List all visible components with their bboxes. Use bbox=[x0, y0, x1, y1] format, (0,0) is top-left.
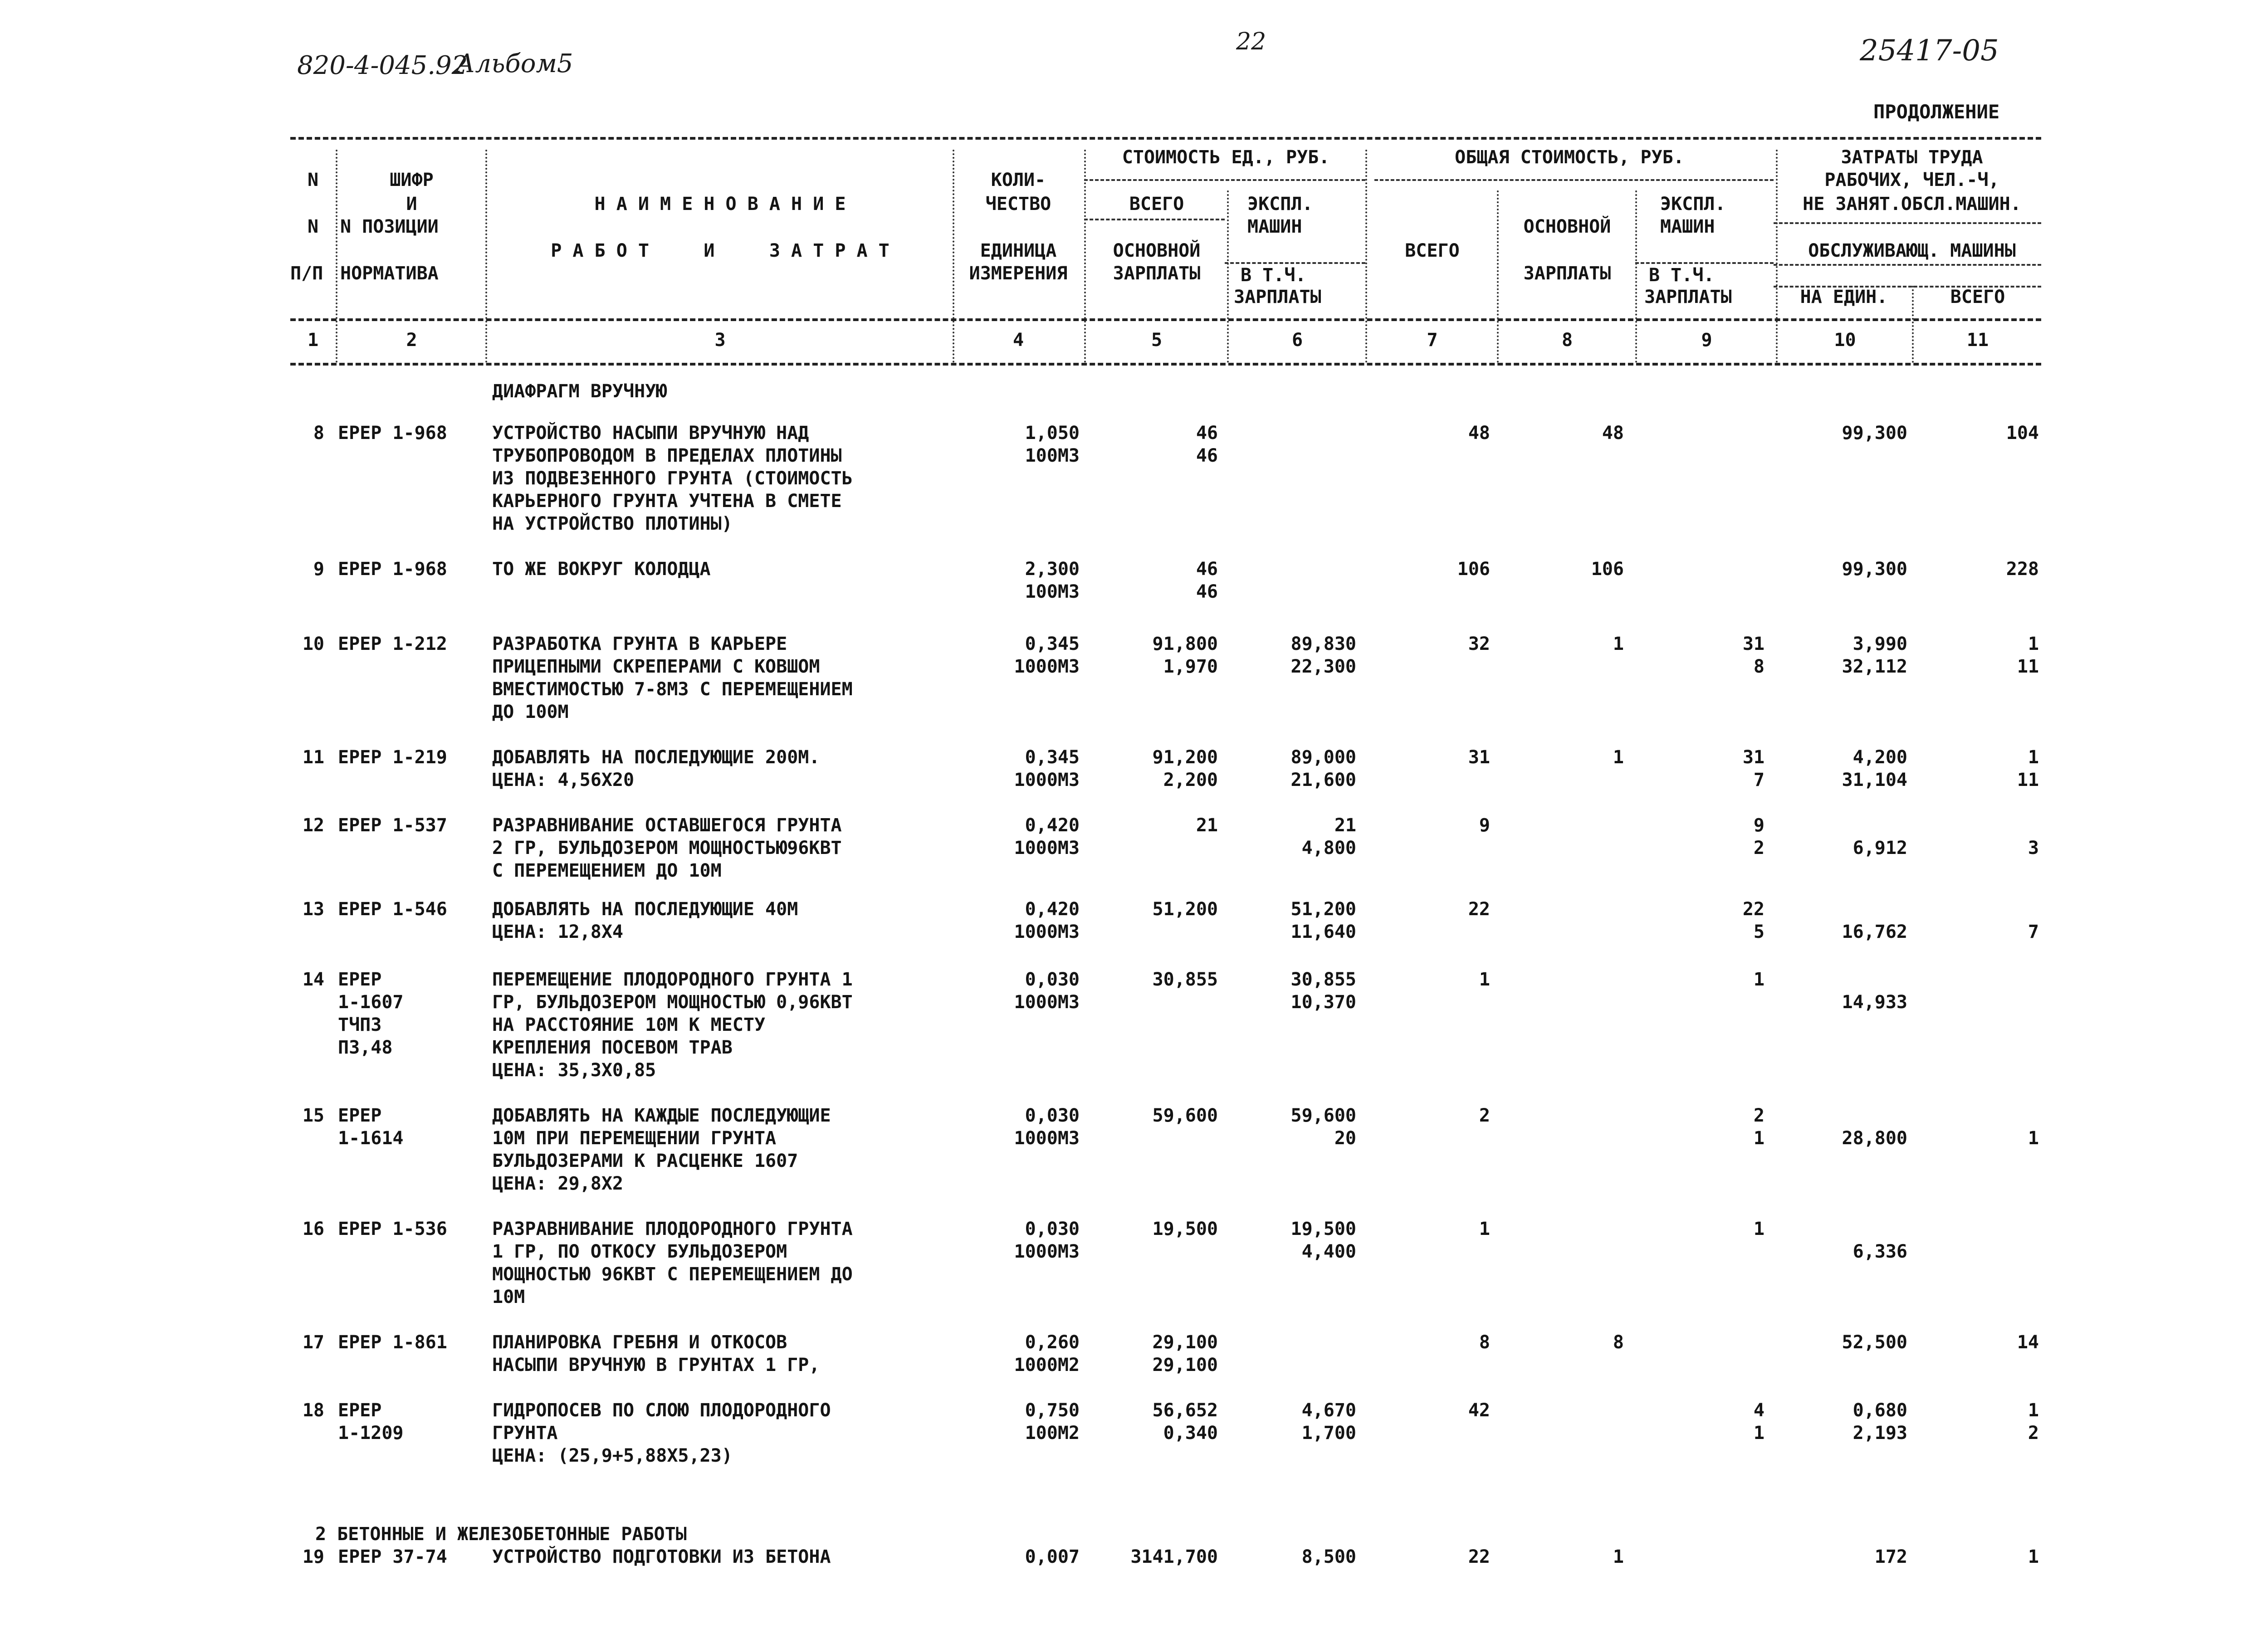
row-code: ЕРЕР 1-537 bbox=[338, 815, 447, 836]
header-labor-line: ОБСЛУЖИВАЮЩ. МАШИНЫ bbox=[1808, 240, 2016, 261]
last-row-name: УСТРОЙСТВО ПОДГОТОВКИ ИЗ БЕТОНА bbox=[492, 1546, 831, 1567]
labor-total: 11 bbox=[2017, 770, 2039, 790]
header-col7: ВСЕГО bbox=[1405, 240, 1460, 261]
row-name-line: ЦЕНА: 35,3X0,85 bbox=[492, 1060, 656, 1081]
total-cost: 22 bbox=[1468, 899, 1490, 920]
row-name-line: КРЕПЛЕНИЯ ПОСЕВОМ ТРАВ bbox=[492, 1037, 733, 1058]
row-number: 14 bbox=[302, 969, 324, 990]
total-wages: 106 bbox=[1591, 559, 1624, 580]
total-cost-machines: 2 bbox=[1753, 838, 1765, 858]
header-col5-line: ЗАРПЛАТЫ bbox=[1113, 263, 1201, 284]
unit-of-measure: 100М3 bbox=[1025, 581, 1080, 602]
unit-cost-total: 59,600 bbox=[1152, 1105, 1218, 1126]
unit-cost-machines: 89,830 bbox=[1290, 634, 1356, 654]
total-cost: 1 bbox=[1479, 969, 1490, 990]
total-cost-machines: 2 bbox=[1753, 1105, 1765, 1126]
column-number: 4 bbox=[1012, 330, 1024, 351]
unit-cost-total: 29,100 bbox=[1152, 1332, 1218, 1353]
document-number: 25417-05 bbox=[1860, 34, 1999, 68]
labor-per-unit: 31,104 bbox=[1842, 770, 1907, 790]
unit-of-measure: 100М3 bbox=[1025, 445, 1080, 466]
row-name-line: ДОБАВЛЯТЬ НА ПОСЛЕДУЮЩИЕ 40М bbox=[492, 899, 798, 920]
row-name-line: ЦЕНА: (25,9+5,88X5,23) bbox=[492, 1445, 733, 1466]
column-number: 11 bbox=[1966, 330, 1989, 351]
row-name-line: БУЛЬДОЗЕРАМИ К РАСЦЕНКЕ 1607 bbox=[492, 1151, 798, 1171]
total-cost-machines: 4 bbox=[1753, 1400, 1765, 1421]
labor-total: 14 bbox=[2017, 1332, 2039, 1353]
row-name-line: МОЩНОСТЬЮ 96КВТ С ПЕРЕМЕЩЕНИЕМ ДО bbox=[492, 1264, 853, 1285]
header-col6-line: МАШИН bbox=[1247, 216, 1302, 237]
unit-of-measure: 100М2 bbox=[1025, 1423, 1080, 1444]
unit-cost-machines: 20 bbox=[1334, 1128, 1356, 1149]
header-col4-line: ЧЕСТВО bbox=[985, 194, 1051, 215]
labor-total: 2 bbox=[2028, 1423, 2039, 1444]
labor-per-unit: 52,500 bbox=[1842, 1332, 1907, 1353]
quantity: 0,030 bbox=[1025, 1219, 1080, 1239]
labor-total: 3 bbox=[2028, 838, 2039, 858]
header-col1-line: N bbox=[307, 216, 319, 237]
header-col8-line: ОСНОВНОЙ bbox=[1523, 216, 1611, 237]
unit-cost-machines: 59,600 bbox=[1290, 1105, 1356, 1126]
column-separator bbox=[1635, 190, 1637, 363]
row-name-line: ПЛАНИРОВКА ГРЕБНЯ И ОТКОСОВ bbox=[492, 1332, 787, 1353]
quantity: 0,345 bbox=[1025, 634, 1080, 654]
unit-of-measure: 1000М3 bbox=[1014, 1241, 1080, 1262]
unit-cost-machines: 51,200 bbox=[1290, 899, 1356, 920]
quantity: 2,300 bbox=[1025, 559, 1080, 580]
labor-total: 104 bbox=[2006, 423, 2039, 444]
row-name-line: ИЗ ПОДВЕЗЕННОГО ГРУНТА (СТОИМОСТЬ bbox=[492, 468, 853, 489]
unit-cost-machines: 11,640 bbox=[1290, 922, 1356, 942]
page-number: 22 bbox=[1236, 28, 1266, 55]
unit-cost-total: 29,100 bbox=[1152, 1355, 1218, 1375]
column-separator bbox=[1227, 190, 1229, 363]
labor-per-unit: 0,680 bbox=[1853, 1400, 1907, 1421]
last-row-labor-total: 1 bbox=[2028, 1546, 2039, 1567]
unit-of-measure: 1000М3 bbox=[1014, 656, 1080, 677]
row-name-line: ТО ЖЕ ВОКРУГ КОЛОДЦА bbox=[492, 559, 711, 580]
row-code: 1-1614 bbox=[338, 1128, 404, 1149]
row-code: ЕРЕР 1-212 bbox=[338, 634, 447, 654]
col5-sub-rule bbox=[1084, 219, 1225, 220]
unit-cost-machines: 1,700 bbox=[1301, 1423, 1356, 1444]
column-number-rule bbox=[290, 363, 2041, 366]
total-cost: 106 bbox=[1457, 559, 1490, 580]
labor-total: 11 bbox=[2017, 656, 2039, 677]
total-cost: 42 bbox=[1468, 1400, 1490, 1421]
unit-cost-total: 1,970 bbox=[1163, 656, 1218, 677]
row-name-line: ДО 100М bbox=[492, 702, 569, 722]
last-row-total: 22 bbox=[1468, 1546, 1490, 1567]
header-col6-line: ЭКСПЛ. bbox=[1247, 194, 1313, 215]
total-cost-machines: 31 bbox=[1742, 634, 1765, 654]
row-name-line: ЦЕНА: 29,8X2 bbox=[492, 1173, 623, 1194]
total-cost: 8 bbox=[1479, 1332, 1490, 1353]
header-col4-line: КОЛИ- bbox=[991, 170, 1046, 190]
row-code: 1-1607 bbox=[338, 992, 404, 1013]
total-cost: 32 bbox=[1468, 634, 1490, 654]
last-row-num: 19 bbox=[302, 1546, 324, 1567]
row-code: ЕРЕР bbox=[338, 1105, 382, 1126]
column-number: 2 bbox=[406, 330, 417, 351]
total-cost: 48 bbox=[1468, 423, 1490, 444]
unit-of-measure: 1000М2 bbox=[1014, 1355, 1080, 1375]
header-col9-line: МАШИН bbox=[1660, 216, 1715, 237]
unit-cost-total: 46 bbox=[1196, 423, 1218, 444]
last-row-total-wages: 1 bbox=[1613, 1546, 1624, 1567]
unit-cost-machines: 30,855 bbox=[1290, 969, 1356, 990]
quantity: 0,420 bbox=[1025, 815, 1080, 836]
row-name-line: ТРУБОПРОВОДОМ В ПРЕДЕЛАХ ПЛОТИНЫ bbox=[492, 445, 842, 466]
total-cost: 31 bbox=[1468, 747, 1490, 768]
column-number: 9 bbox=[1701, 330, 1712, 351]
row-name-line: ДОБАВЛЯТЬ НА ПОСЛЕДУЮЩИЕ 200М. bbox=[492, 747, 820, 768]
header-labor-line: ЗАТРАТЫ ТРУДА bbox=[1841, 147, 1983, 168]
row-name-line: 10М ПРИ ПЕРЕМЕЩЕНИИ ГРУНТА bbox=[492, 1128, 777, 1149]
total-cost-group-rule bbox=[1374, 179, 1774, 181]
unit-cost-total: 46 bbox=[1196, 581, 1218, 602]
total-cost-machines: 1 bbox=[1753, 969, 1765, 990]
unit-cost-total: 46 bbox=[1196, 445, 1218, 466]
header-labor-line: РАБОЧИХ, ЧЕЛ.-Ч, bbox=[1824, 170, 1999, 190]
quantity: 0,420 bbox=[1025, 899, 1080, 920]
row-code: П3,48 bbox=[338, 1037, 393, 1058]
total-cost-machines: 8 bbox=[1753, 656, 1765, 677]
unit-cost-total: 0,340 bbox=[1163, 1423, 1218, 1444]
labor-total: 1 bbox=[2028, 1400, 2039, 1421]
total-cost-machines: 1 bbox=[1753, 1423, 1765, 1444]
section-title: 2 БЕТОННЫЕ И ЖЕЛЕЗОБЕТОННЫЕ РАБОТЫ bbox=[315, 1524, 687, 1545]
row-number: 11 bbox=[302, 747, 324, 768]
row-code: ТЧП3 bbox=[338, 1015, 382, 1035]
header-col6-line: ЗАРПЛАТЫ bbox=[1234, 287, 1321, 307]
header-col5-line: ВСЕГО bbox=[1129, 194, 1184, 215]
quantity: 0,030 bbox=[1025, 1105, 1080, 1126]
header-col2-line: N ПОЗИЦИИ bbox=[340, 216, 439, 237]
row-code: ЕРЕР bbox=[338, 1400, 382, 1421]
unit-cost-machines: 4,670 bbox=[1301, 1400, 1356, 1421]
column-separator bbox=[1084, 150, 1086, 363]
row-name-line: ПРИЦЕПНЫМИ СКРЕПЕРАМИ С КОВШОМ bbox=[492, 656, 820, 677]
header-col2-line: ШИФР bbox=[390, 170, 434, 190]
row-code: ЕРЕР 1-546 bbox=[338, 899, 447, 920]
total-cost-machines: 7 bbox=[1753, 770, 1765, 790]
unit-cost-total: 30,855 bbox=[1152, 969, 1218, 990]
unit-cost-total: 21 bbox=[1196, 815, 1218, 836]
unit-cost-total: 46 bbox=[1196, 559, 1218, 580]
column-number: 1 bbox=[307, 330, 319, 351]
column-number: 6 bbox=[1291, 330, 1303, 351]
column-separator bbox=[1497, 190, 1499, 363]
row-name-line: С ПЕРЕМЕЩЕНИЕМ ДО 10М bbox=[492, 860, 722, 881]
header-col1-line: N bbox=[307, 170, 319, 190]
unit-cost-machines: 21,600 bbox=[1290, 770, 1356, 790]
header-col2-line: И bbox=[406, 194, 417, 215]
total-cost: 1 bbox=[1479, 1219, 1490, 1239]
total-cost: 2 bbox=[1479, 1105, 1490, 1126]
labor-per-unit: 6,912 bbox=[1853, 838, 1907, 858]
row-code: ЕРЕР bbox=[338, 969, 382, 990]
column-separator bbox=[336, 150, 337, 363]
header-col10: НА ЕДИН. bbox=[1800, 287, 1888, 307]
labor-total: 1 bbox=[2028, 1128, 2039, 1149]
unit-cost-total: 2,200 bbox=[1163, 770, 1218, 790]
unit-cost-total: 51,200 bbox=[1152, 899, 1218, 920]
unit-cost-machines: 4,400 bbox=[1301, 1241, 1356, 1262]
unit-cost-total: 56,652 bbox=[1152, 1400, 1218, 1421]
row-name-line: УСТРОЙСТВО НАСЫПИ ВРУЧНУЮ НАД bbox=[492, 423, 809, 444]
total-wages: 1 bbox=[1613, 634, 1624, 654]
row-name-line: РАЗРАБОТКА ГРУНТА В КАРЬЕРЕ bbox=[492, 634, 787, 654]
row-name-line: РАЗРАВНИВАНИЕ ОСТАВШЕГОСЯ ГРУНТА bbox=[492, 815, 842, 836]
column-separator bbox=[1365, 150, 1367, 363]
unit-cost-machines: 4,800 bbox=[1301, 838, 1356, 858]
unit-cost-group-rule bbox=[1084, 179, 1365, 181]
header-col4-line: ЕДИНИЦА bbox=[980, 240, 1057, 261]
row-code: 1-1209 bbox=[338, 1423, 404, 1444]
labor-total: 1 bbox=[2028, 747, 2039, 768]
labor-per-unit: 32,112 bbox=[1842, 656, 1907, 677]
header-total-cost-group: ОБЩАЯ СТОИМОСТЬ, РУБ. bbox=[1455, 147, 1684, 168]
unit-cost-machines: 89,000 bbox=[1290, 747, 1356, 768]
labor-per-unit: 6,336 bbox=[1853, 1241, 1907, 1262]
column-separator bbox=[1912, 286, 1914, 363]
row-name-line: КАРЬЕРНОГО ГРУНТА УЧТЕНА В СМЕТЕ bbox=[492, 491, 842, 512]
row-name-line: 2 ГР, БУЛЬДОЗЕРОМ МОЩНОСТЬЮ96КВТ bbox=[492, 838, 842, 858]
row-name-line: ГР, БУЛЬДОЗЕРОМ МОЩНОСТЬЮ 0,96КВТ bbox=[492, 992, 853, 1013]
table-top-rule bbox=[290, 137, 2041, 140]
row-name-line: НА УСТРОЙСТВО ПЛОТИНЫ) bbox=[492, 513, 733, 534]
unit-cost-machines: 21 bbox=[1334, 815, 1356, 836]
total-cost: 9 bbox=[1479, 815, 1490, 836]
row-code: ЕРЕР 1-219 bbox=[338, 747, 447, 768]
album-label: Альбом5 bbox=[456, 49, 573, 78]
row-number: 13 bbox=[302, 899, 324, 920]
last-row-code: ЕРЕР 37-74 bbox=[338, 1546, 447, 1567]
labor-per-unit: 2,193 bbox=[1853, 1423, 1907, 1444]
row-number: 10 bbox=[302, 634, 324, 654]
last-row-labor-unit: 172 bbox=[1874, 1546, 1907, 1567]
row-name-line: НА РАССТОЯНИЕ 10М К МЕСТУ bbox=[492, 1015, 766, 1035]
quantity: 0,260 bbox=[1025, 1332, 1080, 1353]
column-number: 10 bbox=[1834, 330, 1856, 351]
last-row-unit-machines: 8,500 bbox=[1301, 1546, 1356, 1567]
header-col6-line: В Т.Ч. bbox=[1241, 265, 1306, 286]
header-col8-line: ЗАРПЛАТЫ bbox=[1523, 263, 1611, 284]
unit-cost-machines: 22,300 bbox=[1290, 656, 1356, 677]
total-cost-machines: 1 bbox=[1753, 1128, 1765, 1149]
table-header-rule bbox=[290, 318, 2041, 321]
quantity: 0,030 bbox=[1025, 969, 1080, 990]
last-row-unit-total: 3141,700 bbox=[1130, 1546, 1218, 1567]
total-wages: 1 bbox=[1613, 747, 1624, 768]
header-col3-title: Н А И М Е Н О В А Н И Е bbox=[594, 194, 846, 215]
row-number: 18 bbox=[302, 1400, 324, 1421]
row-name-line: ЦЕНА: 12,8X4 bbox=[492, 922, 623, 942]
total-cost-machines: 1 bbox=[1753, 1219, 1765, 1239]
total-cost-machines: 5 bbox=[1753, 922, 1765, 942]
row-number: 16 bbox=[302, 1219, 324, 1239]
quantity: 0,345 bbox=[1025, 747, 1080, 768]
row-name-line: ГИДРОПОСЕВ ПО СЛОЮ ПЛОДОРОДНОГО bbox=[492, 1400, 831, 1421]
column-number: 8 bbox=[1561, 330, 1573, 351]
labor-sub-rule bbox=[1774, 264, 2041, 266]
unit-cost-total: 91,800 bbox=[1152, 634, 1218, 654]
row-code: ЕРЕР 1-968 bbox=[338, 559, 447, 580]
header-col3-subtitle: Р А Б О Т И З А Т Р А Т bbox=[551, 240, 890, 261]
column-separator bbox=[485, 150, 487, 363]
unit-cost-total: 19,500 bbox=[1152, 1219, 1218, 1239]
row-number: 12 bbox=[302, 815, 324, 836]
header-col4-line: ИЗМЕРЕНИЯ bbox=[969, 263, 1068, 284]
labor-total: 228 bbox=[2006, 559, 2039, 580]
unit-of-measure: 1000М3 bbox=[1014, 922, 1080, 942]
header-col11: ВСЕГО bbox=[1950, 287, 2005, 307]
labor-total: 7 bbox=[2028, 922, 2039, 942]
header-unit-cost-group: СТОИМОСТЬ ЕД., РУБ. bbox=[1122, 147, 1330, 168]
continuation-label: ПРОДОЛЖЕНИЕ bbox=[1873, 101, 2000, 123]
row-name-line: 10М bbox=[492, 1287, 525, 1307]
unit-of-measure: 1000М3 bbox=[1014, 770, 1080, 790]
column-number: 7 bbox=[1427, 330, 1438, 351]
unit-cost-total: 91,200 bbox=[1152, 747, 1218, 768]
quantity: 0,750 bbox=[1025, 1400, 1080, 1421]
total-wages: 8 bbox=[1613, 1332, 1624, 1353]
unit-of-measure: 1000М3 bbox=[1014, 992, 1080, 1013]
row-name-line: ПЕРЕМЕЩЕНИЕ ПЛОДОРОДНОГО ГРУНТА 1 bbox=[492, 969, 853, 990]
row-number: 9 bbox=[313, 559, 324, 580]
intro-line: ДИАФРАГМ ВРУЧНУЮ bbox=[492, 381, 667, 402]
labor-per-unit: 3,990 bbox=[1853, 634, 1907, 654]
row-name-line: 1 ГР, ПО ОТКОСУ БУЛЬДОЗЕРОМ bbox=[492, 1241, 787, 1262]
row-name-line: ГРУНТА bbox=[492, 1423, 558, 1444]
labor-per-unit: 99,300 bbox=[1842, 423, 1907, 444]
row-code: ЕРЕР 1-968 bbox=[338, 423, 447, 444]
row-number: 8 bbox=[313, 423, 324, 444]
labor-per-unit: 16,762 bbox=[1842, 922, 1907, 942]
total-cost-machines: 9 bbox=[1753, 815, 1765, 836]
labor-per-unit: 14,933 bbox=[1842, 992, 1907, 1013]
header-col1-line: П/П bbox=[290, 263, 323, 284]
row-name-line: ЦЕНА: 4,56X20 bbox=[492, 770, 635, 790]
total-cost-machines: 31 bbox=[1742, 747, 1765, 768]
row-name-line: НАСЫПИ ВРУЧНУЮ В ГРУНТАХ 1 ГР, bbox=[492, 1355, 820, 1375]
header-col9-line: В Т.Ч. bbox=[1649, 265, 1715, 286]
labor-group-rule bbox=[1774, 222, 2041, 224]
total-cost-machines: 22 bbox=[1742, 899, 1765, 920]
column-number: 5 bbox=[1151, 330, 1163, 351]
labor-per-unit: 4,200 bbox=[1853, 747, 1907, 768]
header-col5-line: ОСНОВНОЙ bbox=[1113, 240, 1201, 261]
header-labor-line: НЕ ЗАНЯТ.ОБСЛ.МАШИН. bbox=[1803, 194, 2021, 215]
row-number: 15 bbox=[302, 1105, 324, 1126]
row-name-line: РАЗРАВНИВАНИЕ ПЛОДОРОДНОГО ГРУНТА bbox=[492, 1219, 853, 1239]
unit-of-measure: 1000М3 bbox=[1014, 1128, 1080, 1149]
last-row-quantity: 0,007 bbox=[1025, 1546, 1080, 1567]
header-col2-line: НОРМАТИВА bbox=[340, 263, 439, 284]
header-col9-line: ЭКСПЛ. bbox=[1660, 194, 1726, 215]
unit-cost-machines: 19,500 bbox=[1290, 1219, 1356, 1239]
album-code: 820-4-045.92 bbox=[297, 51, 468, 80]
unit-cost-machines: 10,370 bbox=[1290, 992, 1356, 1013]
row-name-line: ВМЕСТИМОСТЬЮ 7-8М3 С ПЕРЕМЕЩЕНИЕМ bbox=[492, 679, 853, 700]
row-number: 17 bbox=[302, 1332, 324, 1353]
labor-per-unit: 99,300 bbox=[1842, 559, 1907, 580]
row-code: ЕРЕР 1-536 bbox=[338, 1219, 447, 1239]
unit-of-measure: 1000М3 bbox=[1014, 838, 1080, 858]
labor-total: 1 bbox=[2028, 634, 2039, 654]
column-number: 3 bbox=[714, 330, 726, 351]
labor-per-unit: 28,800 bbox=[1842, 1128, 1907, 1149]
row-code: ЕРЕР 1-861 bbox=[338, 1332, 447, 1353]
total-wages: 48 bbox=[1602, 423, 1624, 444]
quantity: 1,050 bbox=[1025, 423, 1080, 444]
header-col9-line: ЗАРПЛАТЫ bbox=[1644, 287, 1732, 307]
row-name-line: ДОБАВЛЯТЬ НА КАЖДЫЕ ПОСЛЕДУЮЩИЕ bbox=[492, 1105, 831, 1126]
